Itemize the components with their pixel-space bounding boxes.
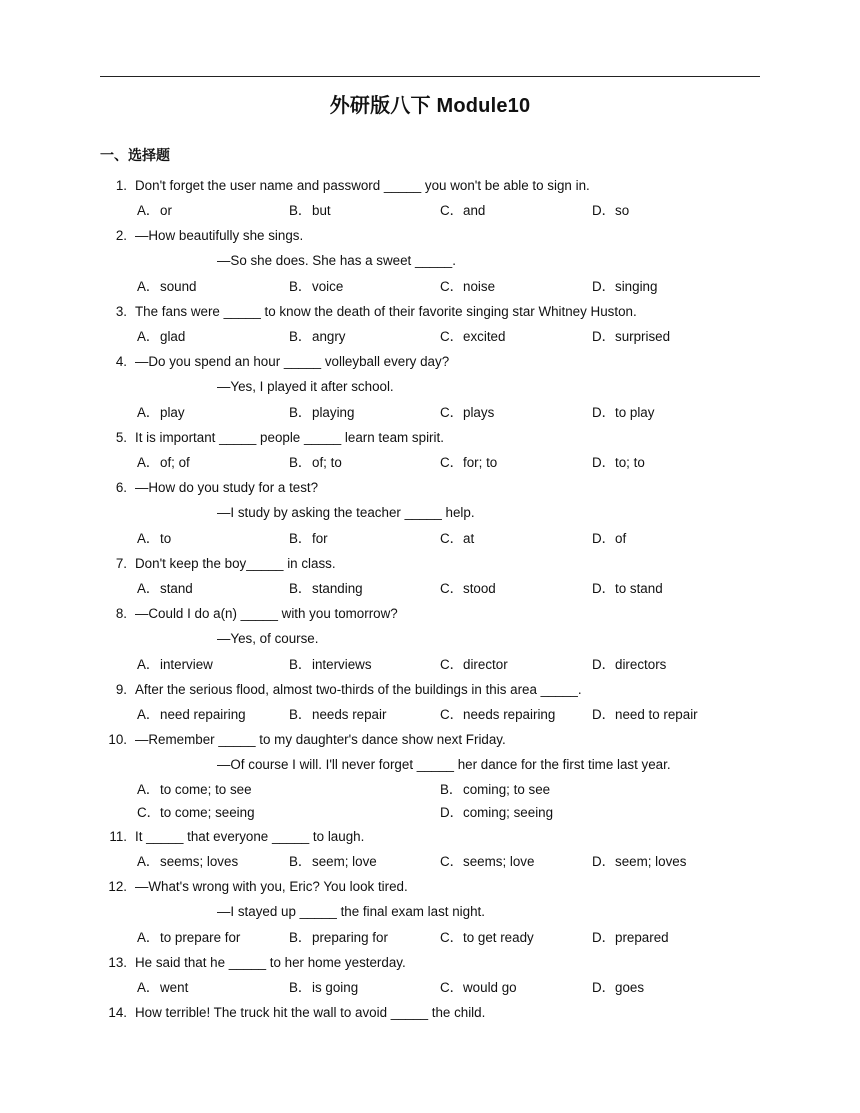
option-letter: B． <box>289 854 312 869</box>
option-text: goes <box>615 980 645 995</box>
question-stem: Don't keep the boy_____ in class. <box>135 556 336 571</box>
question-stem-line <box>100 475 760 500</box>
question-item <box>100 299 760 349</box>
dialogue-reply-line <box>100 899 760 925</box>
question-item <box>100 824 760 874</box>
section-heading: 一、选择题 <box>100 147 170 163</box>
option-letter: B． <box>289 405 312 420</box>
question-stem: —How beautifully she sings. <box>135 228 304 243</box>
question-stem: Don't forget the user name and password _____ you won't be able to sign in. <box>135 178 590 193</box>
option-text: directors <box>615 657 667 672</box>
answer-option-b <box>289 652 372 677</box>
option-text: need repairing <box>160 707 246 722</box>
option-text: stood <box>463 581 496 596</box>
option-text: seem; love <box>312 854 377 869</box>
option-text: noise <box>463 279 496 294</box>
answer-option-d <box>592 702 698 727</box>
option-text: seems; love <box>463 854 535 869</box>
answer-option-d <box>440 801 553 824</box>
options-row <box>100 801 760 824</box>
option-letter: D． <box>592 405 616 420</box>
question-stem-line <box>100 551 760 576</box>
dialogue-reply-line <box>100 500 760 526</box>
dialogue-reply-line <box>100 626 760 652</box>
option-text: sound <box>160 279 197 294</box>
option-letter: A． <box>137 782 160 797</box>
question-stem: The fans were _____ to know the death of their favorite singing star Whitney Huston. <box>135 304 637 319</box>
answer-option-c <box>440 450 497 475</box>
options-row <box>100 576 760 601</box>
question-item <box>100 349 760 425</box>
option-letter: D． <box>592 657 616 672</box>
question-item <box>100 601 760 677</box>
question-stem-line <box>100 727 760 752</box>
options-row <box>100 652 760 677</box>
answer-option-c <box>137 801 255 824</box>
option-letter: C． <box>440 329 464 344</box>
option-letter: A． <box>137 854 160 869</box>
question-item <box>100 677 760 727</box>
option-text: need to repair <box>615 707 698 722</box>
answer-option-a <box>137 975 188 1000</box>
option-text: to stand <box>615 581 663 596</box>
answer-option-a <box>137 198 172 223</box>
option-letter: D． <box>592 707 616 722</box>
question-stem: After the serious flood, almost two-thirds of the buildings in this area _____. <box>135 682 582 697</box>
option-letter: C． <box>440 707 464 722</box>
answer-option-a <box>137 702 246 727</box>
question-number: 11. <box>109 829 127 844</box>
question-stem: —How do you study for a test? <box>135 480 319 495</box>
option-letter: A． <box>137 707 160 722</box>
option-text: angry <box>312 329 346 344</box>
question-number: 2. <box>115 228 127 243</box>
option-letter: B． <box>289 531 312 546</box>
answer-option-a <box>137 450 190 475</box>
option-letter: C． <box>440 405 464 420</box>
option-letter: B． <box>289 930 312 945</box>
option-text: to get ready <box>463 930 534 945</box>
options-row <box>100 198 760 223</box>
answer-option-c <box>440 652 508 677</box>
question-list <box>100 173 760 1025</box>
answer-option-b <box>289 400 354 425</box>
option-letter: C． <box>440 930 464 945</box>
option-text: interviews <box>312 657 372 672</box>
option-letter: C． <box>137 805 161 820</box>
answer-option-a <box>137 274 196 299</box>
option-text: standing <box>312 581 363 596</box>
option-text: interview <box>160 657 213 672</box>
option-text: would go <box>463 980 517 995</box>
question-item <box>100 223 760 299</box>
option-letter: C． <box>440 455 464 470</box>
question-item <box>100 173 760 223</box>
question-number: 5. <box>115 430 127 445</box>
option-letter: A． <box>137 405 160 420</box>
option-letter: B． <box>289 980 312 995</box>
answer-option-b <box>289 975 358 1000</box>
question-stem-line <box>100 950 760 975</box>
option-text: stand <box>160 581 193 596</box>
option-letter: B． <box>289 279 312 294</box>
dialogue-reply: —So she does. She has a sweet _____. <box>217 253 456 268</box>
answer-option-a <box>137 324 185 349</box>
question-stem: It is important _____ people _____ learn team spirit. <box>135 430 444 445</box>
option-letter: D． <box>440 805 464 820</box>
option-text: glad <box>160 329 186 344</box>
answer-option-d <box>592 975 644 1000</box>
option-letter: D． <box>592 980 616 995</box>
option-letter: C． <box>440 203 464 218</box>
dialogue-reply-line <box>100 752 760 778</box>
question-item <box>100 874 760 950</box>
answer-option-c <box>440 849 534 874</box>
option-text: excited <box>463 329 506 344</box>
answer-option-d <box>592 925 669 950</box>
options-row <box>100 324 760 349</box>
question-stem-line <box>100 677 760 702</box>
option-letter: B． <box>440 782 463 797</box>
question-number: 4. <box>115 354 127 369</box>
question-stem-line <box>100 173 760 198</box>
option-letter: A． <box>137 329 160 344</box>
answer-option-a <box>137 526 171 551</box>
answer-option-b <box>289 702 386 727</box>
option-text: seem; loves <box>615 854 687 869</box>
answer-option-c <box>440 274 495 299</box>
option-text: to come; seeing <box>160 805 255 820</box>
option-letter: C． <box>440 581 464 596</box>
answer-option-b <box>289 526 328 551</box>
answer-option-c <box>440 324 505 349</box>
question-number: 10. <box>108 732 127 747</box>
question-number: 6. <box>115 480 127 495</box>
dialogue-reply: —Of course I will. I'll never forget _____ her dance for the first time last year. <box>217 757 671 772</box>
option-letter: C． <box>440 854 464 869</box>
option-letter: D． <box>592 930 616 945</box>
option-text: play <box>160 405 185 420</box>
question-number: 13. <box>108 955 127 970</box>
option-text: of; to <box>312 455 342 470</box>
question-stem: It _____ that everyone _____ to laugh. <box>135 829 365 844</box>
dialogue-reply-line <box>100 374 760 400</box>
answer-option-b <box>289 450 342 475</box>
option-text: singing <box>615 279 658 294</box>
option-text: prepared <box>615 930 669 945</box>
option-text: director <box>463 657 508 672</box>
options-row <box>100 702 760 727</box>
option-text: needs repairing <box>463 707 556 722</box>
option-text: plays <box>463 405 495 420</box>
option-text: playing <box>312 405 355 420</box>
option-letter: C． <box>440 531 464 546</box>
option-text: of <box>615 531 627 546</box>
question-stem: He said that he _____ to her home yesterday. <box>135 955 406 970</box>
question-stem: —What's wrong with you, Eric? You look tired. <box>135 879 408 894</box>
dialogue-reply: —Yes, of course. <box>217 631 319 646</box>
option-letter: D． <box>592 854 616 869</box>
option-text: surprised <box>615 329 671 344</box>
option-letter: A． <box>137 279 160 294</box>
option-letter: C． <box>440 279 464 294</box>
question-stem-line <box>100 874 760 899</box>
question-item <box>100 425 760 475</box>
option-letter: C． <box>440 657 464 672</box>
option-letter: A． <box>137 657 160 672</box>
question-stem-line <box>100 349 760 374</box>
option-text: to play <box>615 405 655 420</box>
option-text: to prepare for <box>160 930 241 945</box>
page-title: 外研版八下 Module10 <box>329 95 531 117</box>
answer-option-b <box>289 324 346 349</box>
answer-option-c <box>440 576 496 601</box>
option-text: to <box>160 531 172 546</box>
answer-option-d <box>592 324 670 349</box>
answer-option-d <box>592 576 663 601</box>
options-row <box>100 925 760 950</box>
question-stem: —Remember _____ to my daughter's dance show next Friday. <box>135 732 506 747</box>
options-row <box>100 778 760 801</box>
answer-option-d <box>592 400 654 425</box>
question-item <box>100 475 760 551</box>
answer-option-b <box>289 274 343 299</box>
option-text: so <box>615 203 630 218</box>
answer-option-a <box>137 652 213 677</box>
options-row <box>100 274 760 299</box>
option-text: but <box>312 203 331 218</box>
answer-option-c <box>440 925 534 950</box>
question-number: 8. <box>115 606 127 621</box>
question-item <box>100 1000 760 1025</box>
dialogue-reply: —Yes, I played it after school. <box>217 379 394 394</box>
question-number: 9. <box>115 682 127 697</box>
answer-option-c <box>440 702 555 727</box>
option-text: went <box>160 980 189 995</box>
option-letter: D． <box>592 455 616 470</box>
option-text: seems; loves <box>160 854 239 869</box>
option-text: is going <box>312 980 359 995</box>
option-text: to come; to see <box>160 782 252 797</box>
option-letter: D． <box>592 329 616 344</box>
option-letter: A． <box>137 455 160 470</box>
answer-option-c <box>440 400 494 425</box>
question-number: 7. <box>115 556 127 571</box>
answer-option-b <box>289 198 331 223</box>
option-text: coming; to see <box>463 782 551 797</box>
answer-option-d <box>592 198 629 223</box>
answer-option-a <box>137 849 238 874</box>
question-item <box>100 551 760 601</box>
answer-option-d <box>592 526 626 551</box>
option-letter: B． <box>289 329 312 344</box>
option-text: needs repair <box>312 707 387 722</box>
question-stem: —Could I do a(n) _____ with you tomorrow? <box>135 606 398 621</box>
option-text: coming; seeing <box>463 805 554 820</box>
option-text: for; to <box>463 455 498 470</box>
answer-option-c <box>440 198 485 223</box>
dialogue-reply-line <box>100 248 760 274</box>
option-letter: B． <box>289 657 312 672</box>
question-stem-line <box>100 425 760 450</box>
option-letter: B． <box>289 581 312 596</box>
question-stem-line <box>100 1000 760 1025</box>
option-text: voice <box>312 279 344 294</box>
answer-option-b <box>289 925 388 950</box>
option-letter: A． <box>137 980 160 995</box>
option-letter: D． <box>592 203 616 218</box>
answer-option-a <box>137 400 185 425</box>
option-text: and <box>463 203 486 218</box>
option-text: of; of <box>160 455 190 470</box>
answer-option-d <box>592 274 657 299</box>
option-letter: B． <box>289 203 312 218</box>
option-letter: D． <box>592 279 616 294</box>
question-stem-line <box>100 824 760 849</box>
dialogue-reply: —I stayed up _____ the final exam last night. <box>217 904 485 919</box>
options-row <box>100 975 760 1000</box>
answer-option-b <box>440 778 550 801</box>
header-rule <box>100 76 760 77</box>
answer-option-a <box>137 925 240 950</box>
question-stem: —Do you spend an hour _____ volleyball every day? <box>135 354 450 369</box>
option-letter: A． <box>137 531 160 546</box>
option-letter: C． <box>440 980 464 995</box>
question-item <box>100 727 760 824</box>
option-text: at <box>463 531 475 546</box>
question-item <box>100 950 760 1000</box>
question-number: 1. <box>115 178 127 193</box>
option-text: for <box>312 531 328 546</box>
question-number: 14. <box>108 1005 127 1020</box>
answer-option-d <box>592 652 666 677</box>
answer-option-b <box>289 849 377 874</box>
answer-option-d <box>592 849 686 874</box>
answer-option-a <box>137 778 252 801</box>
answer-option-d <box>592 450 645 475</box>
option-letter: D． <box>592 531 616 546</box>
option-letter: B． <box>289 707 312 722</box>
options-row <box>100 450 760 475</box>
option-letter: A． <box>137 581 160 596</box>
option-letter: D． <box>592 581 616 596</box>
question-stem-line <box>100 223 760 248</box>
options-row <box>100 849 760 874</box>
option-letter: A． <box>137 930 160 945</box>
answer-option-b <box>289 576 363 601</box>
option-letter: B． <box>289 455 312 470</box>
question-stem-line <box>100 601 760 626</box>
answer-option-c <box>440 975 517 1000</box>
options-row <box>100 526 760 551</box>
question-stem-line <box>100 299 760 324</box>
options-row <box>100 400 760 425</box>
option-text: or <box>160 203 172 218</box>
option-letter: A． <box>137 203 160 218</box>
option-text: to; to <box>615 455 645 470</box>
question-number: 12. <box>108 879 127 894</box>
answer-option-a <box>137 576 193 601</box>
answer-option-c <box>440 526 474 551</box>
question-stem: How terrible! The truck hit the wall to avoid _____ the child. <box>135 1005 486 1020</box>
dialogue-reply: —I study by asking the teacher _____ help. <box>217 505 475 520</box>
option-text: preparing for <box>312 930 388 945</box>
question-number: 3. <box>115 304 127 319</box>
